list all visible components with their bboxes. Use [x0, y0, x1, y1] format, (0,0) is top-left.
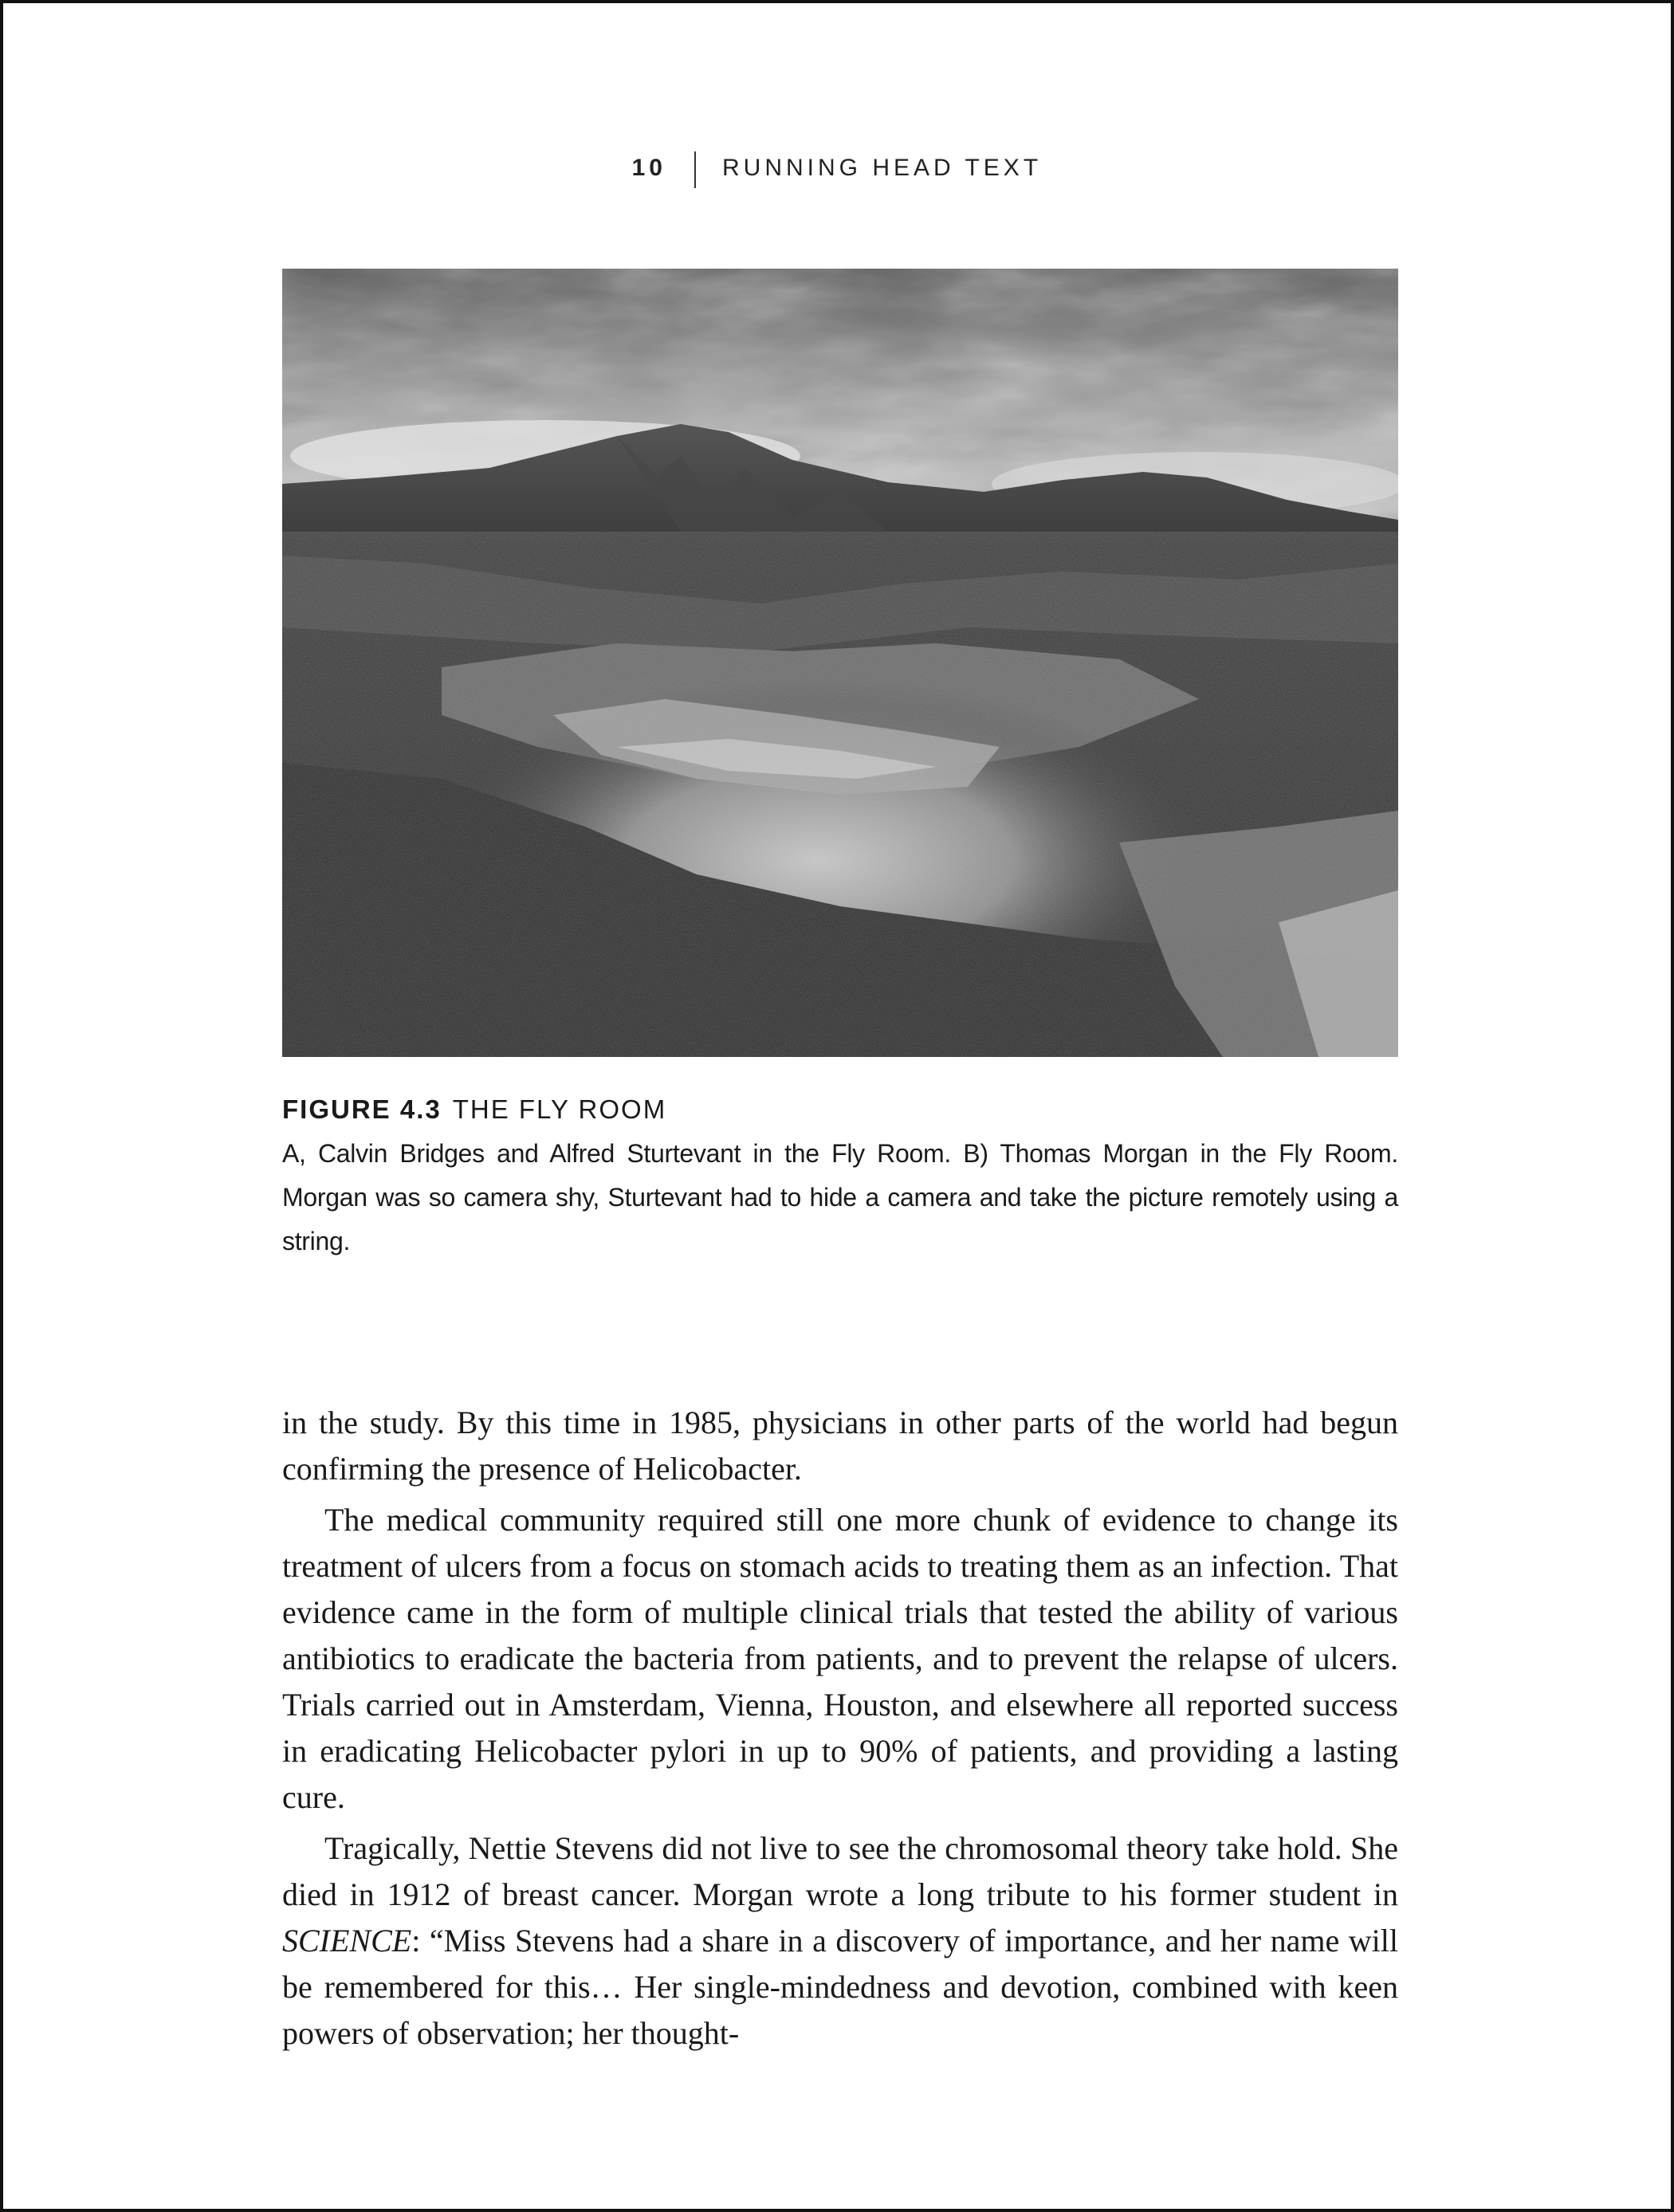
page-number: 10	[631, 155, 666, 181]
figure-caption	[282, 1094, 1398, 1263]
running-head	[3, 151, 1674, 191]
running-head-title: RUNNING HEAD TEXT	[722, 155, 1043, 181]
body-paragraph-3-start: Tragically, Nettie Stevens did not live to see the chromosomal theory take hold. She died in 1912 of breast cancer. Morgan wrote a long tribute to his former student in	[282, 1830, 1398, 1912]
figure-label: FIGURE 4.3	[282, 1094, 442, 1124]
figure-title: THE FLY ROOM	[452, 1094, 667, 1124]
figure-photograph	[282, 269, 1398, 1057]
running-head-divider	[694, 151, 696, 188]
body-paragraph-3	[282, 1825, 1398, 2057]
body-paragraph-2: The medical community required still one more chunk of evidence to change its treatment of ulcers from a focus on stomach acids to treating them as an infection. That evidence came in the form of multiple clinical trials that tested the ability of various antibiotics to eradicate the bacteria from patients, and to prevent the relapse of ulcers. Trials carried out in Amsterdam, Vienna, Houston, and elsewhere all reported success in eradicating Helicobacter pylori in up to 90% of patients, and providing a lasting cure.	[282, 1502, 1398, 1815]
body-text	[282, 1400, 1398, 2057]
body-paragraph-3-end: : “Miss Stevens had a share in a discovery of importance, and her name will be remembered for this… Her single-mindedness and devotion, combined with keen powers of observation; her thought-	[282, 1923, 1398, 2051]
journal-title: SCIENCE	[282, 1923, 412, 1959]
figure-caption-text: A, Calvin Bridges and Alfred Sturtevant in the Fly Room. B) Thomas Morgan in the Fly Room. Morgan was so camera shy, Sturtevant had to hide a camera and take the picture remotely using a string.	[282, 1139, 1398, 1255]
body-paragraph-1: in the study. By this time in 1985, physicians in other parts of the world had begun confirming the presence of Helicobacter.	[282, 1405, 1398, 1487]
figure-heading	[282, 1094, 1398, 1126]
